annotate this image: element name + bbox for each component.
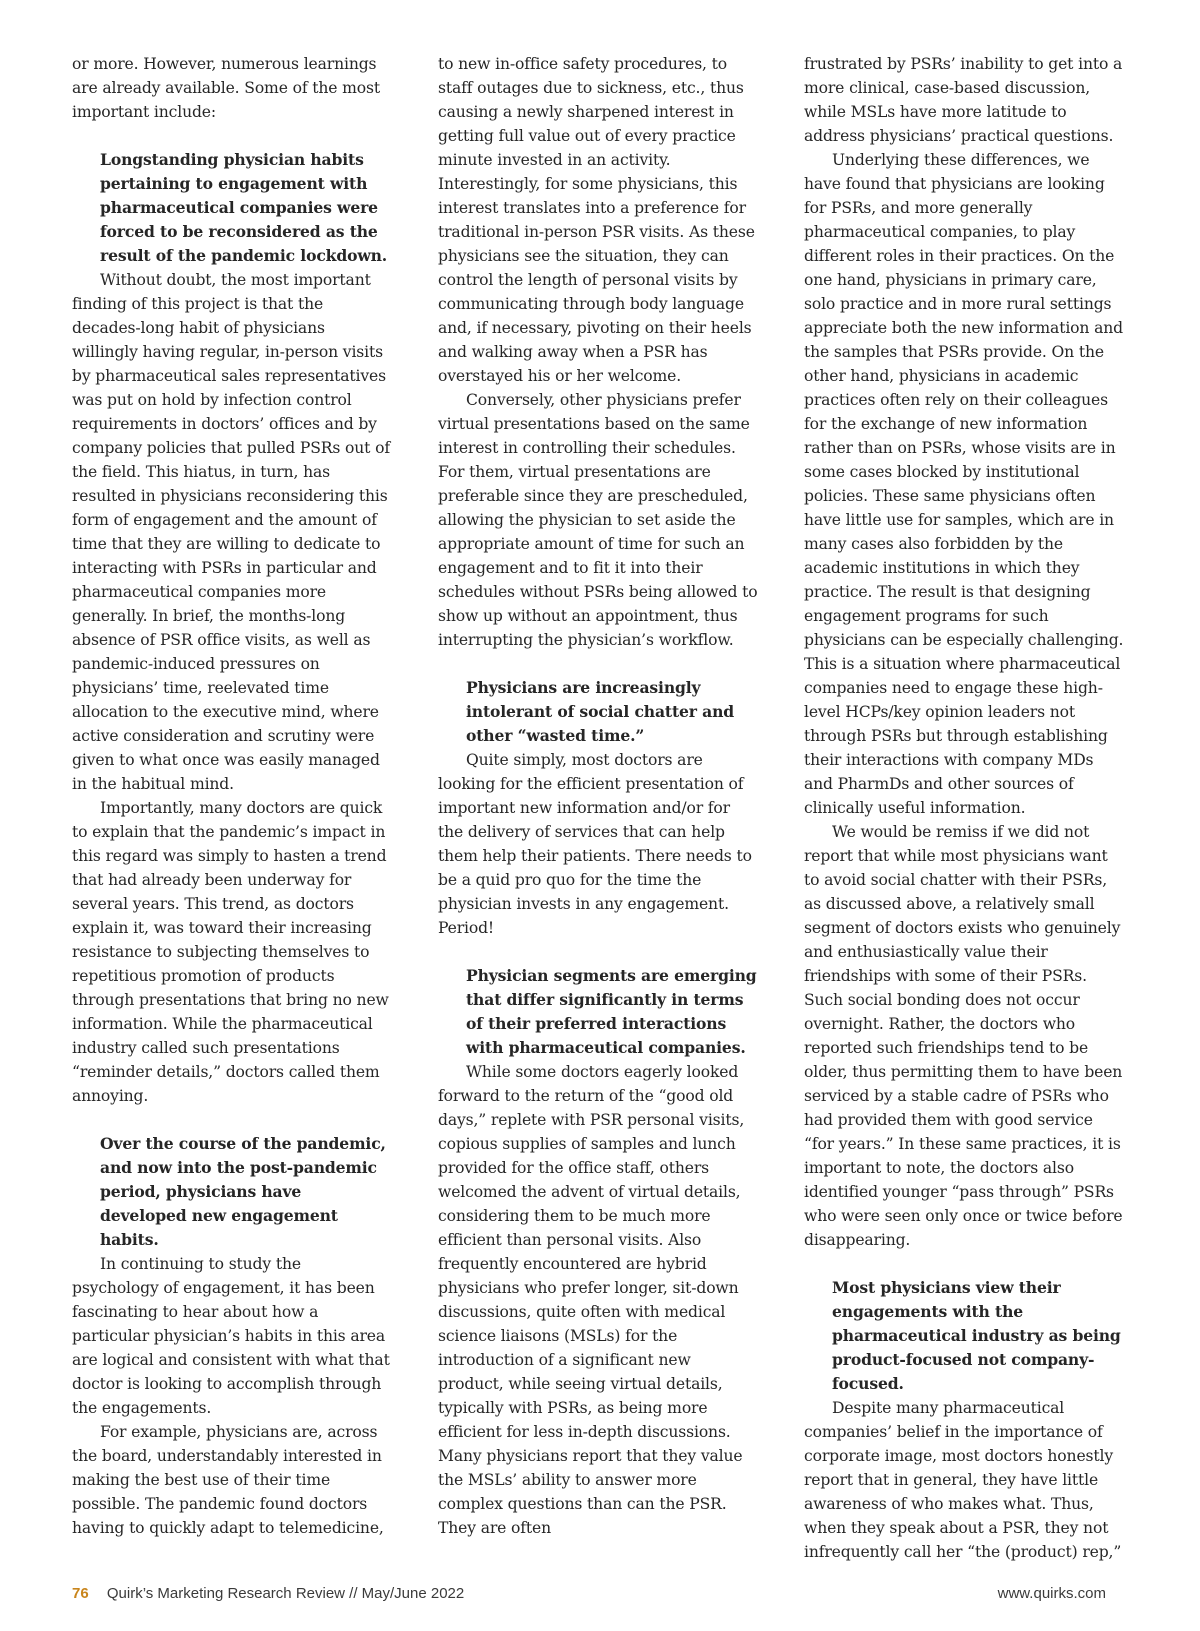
section-heading: Over the course of the pandemic, and now into the post-pandemic period, physicians have developed new engagement habits. (100, 1134, 386, 1249)
body-paragraph: to new in-office safety procedures, to staff outages due to sickness, etc., thus causing a newly sharpened interest in getting full value out of every practice minute invested in an activity. Interestingly, for some physicians, this interest translates into a preference for traditional in-person PSR visits. As these physicians see the situation, they can control the length of personal visits by communicating through body language and, if necessary, pivoting on their heels and walking away when a PSR has overstayed his or her welcome. (438, 55, 755, 385)
column-2 (438, 52, 758, 1564)
body-paragraph: In continuing to study the psychology of engagement, it has been fascinating to hear about how a particular physician’s habits in this area are logical and consistent with what that doctor is looking to accomplish through the engagements. (72, 1255, 390, 1417)
body-paragraph: or more. However, numerous learnings are already available. Some of the most important include: (72, 55, 380, 121)
body-paragraph: Importantly, many doctors are quick to explain that the pandemic’s impact in this regard was simply to hasten a trend that had already been underway for several years. This trend, as doctors explain it, was toward their increasing resistance to subjecting themselves to repetitious promotion of products through presentations that bring no new information. While the pharmaceutical industry called such presentations “reminder details,” doctors called them annoying. (72, 799, 389, 1105)
body-paragraph: Despite many pharmaceutical companies’ belief in the importance of corporate image, most doctors honestly report that in general, they have little awareness of who makes what. Thus, when they speak about a PSR, they not infrequently call her “the (product) rep,” (804, 1399, 1122, 1561)
publication-title: Quirk’s Marketing Research Review // May/June 2022 (106, 1585, 465, 1602)
body-paragraph: While some doctors eagerly looked forward to the return of the “good old days,” replete with PSR personal visits, copious supplies of samples and lunch provided for the office staff, others welcomed the advent of virtual details, considering them to be much more efficient than personal visits. Also frequently encountered are hybrid physicians who prefer longer, sit-down discussions, quite often with medical science liaisons (MSLs) for the introduction of a significant new product, while seeing virtual details, typically with PSRs, as being more efficient for less in-depth discussions. Many physicians report that they value the MSLs’ ability to answer more complex questions than can the PSR. They are often (438, 1063, 745, 1537)
body-paragraph: We would be remiss if we did not report that while most physicians want to avoid social chatter with their PSRs, as discussed above, a relatively small segment of doctors exists who genuinely and enthusiastically value their friendships with some of their PSRs. Such social bonding does not occur overnight. Rather, the doctors who reported such friendships tend to be older, thus permitting them to have been serviced by a stable cadre of PSRs who had provided them with good service “for years.” In these same practices, it is important to note, the doctors also identified younger “pass through” PSRs who were seen only once or twice before disappearing. (804, 823, 1123, 1249)
section-heading: Physicians are increasingly intolerant of social chatter and other “wasted time.” (466, 678, 735, 745)
body-paragraph: For example, physicians are, across the board, understandably interested in making the best use of their time possible. The pandemic found doctors having to quickly adapt to telemedicine, (72, 1423, 384, 1537)
section-heading: Physician segments are emerging that differ significantly in terms of their preferred interactions with pharmaceutical companies. (466, 966, 757, 1057)
body-paragraph: frustrated by PSRs’ inability to get into a more clinical, case-based discussion, while MSLs have more latitude to address physicians’ practical questions. (804, 55, 1123, 145)
page-number: 76 (72, 1585, 89, 1602)
section-heading: Longstanding physician habits pertaining to engagement with pharmaceutical companies were forced to be reconsidered as the result of the pandemic lockdown. (100, 150, 388, 265)
article-columns (72, 52, 1124, 1561)
body-paragraph: Conversely, other physicians prefer virtual presentations based on the same interest in controlling their schedules. For them, virtual presentations are preferable since they are prescheduled, allowing the physician to set aside the appropriate amount of time for such an engagement and to fit it into their schedules without PSRs being allowed to show up without an appointment, thus interrupting the physician’s workflow. (438, 391, 758, 649)
body-paragraph: Quite simply, most doctors are looking for the efficient presentation of important new information and/or for the delivery of services that can help them help their patients. There needs to be a quid pro quo for the time the physician invests in any engagement. Period! (438, 751, 752, 937)
page-footer (72, 1582, 1124, 1606)
body-paragraph: Underlying these differences, we have found that physicians are looking for PSRs, and more generally pharmaceutical companies, to play different roles in their practices. On the one hand, physicians in primary care, solo practice and in more rural settings appreciate both the new information and the samples that PSRs provide. On the other hand, physicians in academic practices often rely on their colleagues for the exchange of new information rather than on PSRs, whose visits are in some cases blocked by institutional policies. These same physicians often have little use for samples, which are in many cases also forbidden by the academic institutions in which they practice. The result is that designing engagement programs for such physicians can be especially challenging. This is a situation where pharmaceutical companies need to engage these high-level HCPs/key opinion leaders not through PSRs but through establishing their interactions with company MDs and PharmDs and other sources of clinically useful information. (804, 151, 1124, 817)
column-1 (72, 52, 392, 1564)
website-url: www.quirks.com (997, 1585, 1106, 1602)
body-paragraph: Without doubt, the most important finding of this project is that the decades-long habit of physicians willingly having regular, in-person visits by pharmaceutical sales representatives was put on hold by infection control requirements in doctors’ offices and by company policies that pulled PSRs out of the field. This hiatus, in turn, has resulted in physicians reconsidering this form of engagement and the amount of time that they are willing to dedicate to interacting with PSRs in particular and pharmaceutical companies more generally. In brief, the months-long absence of PSR office visits, as well as pandemic-induced pressures on physicians’ time, reelevated time allocation to the executive mind, where active consideration and scrutiny were given to what once was easily managed in the habitual mind. (72, 271, 390, 793)
section-heading: Most physicians view their engagements with the pharmaceutical industry as being product-focused not company-focused. (832, 1278, 1121, 1393)
column-3 (804, 52, 1124, 1564)
